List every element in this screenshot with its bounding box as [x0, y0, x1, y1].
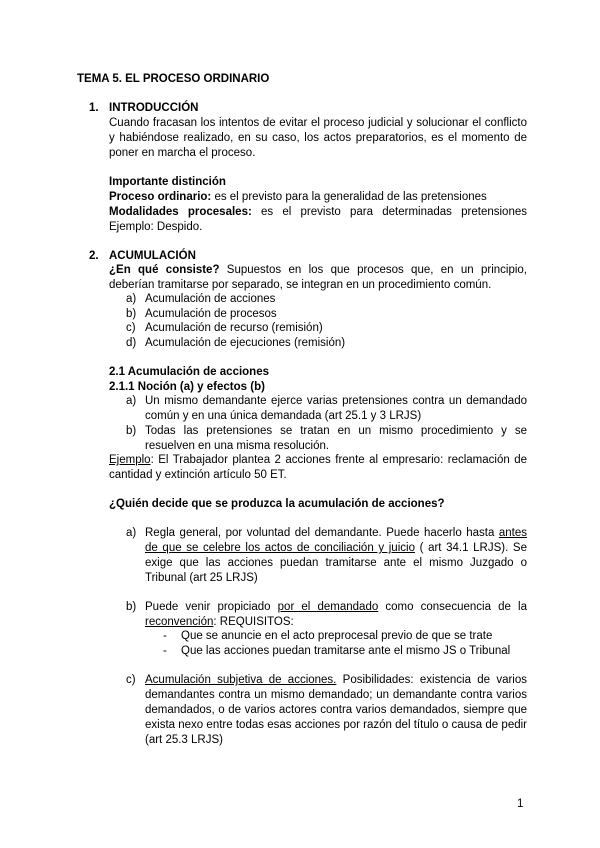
rule-b-mid: como consecuencia de la	[378, 601, 527, 613]
list-item-marker: d)	[126, 337, 137, 349]
item-b-text: Todas las pretensiones se tratan en un mismo procedimiento y se resuelven en una misma resolución.	[145, 425, 527, 452]
rule-b-marker: b)	[126, 601, 137, 613]
list-item-marker: a)	[126, 293, 137, 305]
example-paragraph	[109, 453, 527, 483]
rule-a-marker: a)	[126, 527, 137, 539]
rule-b-post: : REQUISITOS:	[213, 616, 294, 628]
rule-b-underlined-1: por el demandado	[277, 601, 379, 613]
page-number: 1	[517, 798, 524, 810]
dash-bullet: -	[163, 630, 167, 642]
rule-c-text	[145, 673, 527, 748]
requirement-item: Que se anuncie en el acto preprocesal previo de que se trate	[181, 630, 493, 642]
who-decides-question: ¿Quién decide que se produzca la acumulación de acciones?	[109, 498, 445, 510]
modalidades-label: Modalidades procesales:	[109, 206, 252, 218]
section-1-heading: INTRODUCCIÓN	[109, 102, 199, 114]
rule-a-text	[145, 526, 527, 586]
subsection-2-1-heading: 2.1 Acumulación de acciones	[109, 366, 269, 378]
list-item-marker: c)	[126, 322, 136, 334]
rule-a-underlined: antes de que se celebre los actos de conciliación y juicio	[145, 527, 527, 554]
question-text: Supuestos en los que procesos que, en un principio, deberían tramitarse por separado, se integran en un procedimiento común.	[109, 264, 527, 291]
list-item: Acumulación de recurso (remisión)	[145, 322, 323, 334]
rule-c-underlined: Acumulación subjetiva de acciones.	[145, 674, 337, 686]
requirement-item: Que las acciones puedan tramitarse ante el mismo JS o Tribunal	[181, 645, 511, 657]
question-label: ¿En qué consiste?	[109, 264, 220, 276]
item-a-text: Un mismo demandante ejerce varias pretensiones contra un demandado común y en una única demandada (art 25.1 y 3 LRJS)	[145, 395, 527, 422]
list-item: Acumulación de acciones	[145, 293, 276, 305]
rule-a-post: ( art 34.1 LRJS). Se exige que las acciones puedan tramitarse ante el mismo Juzgado o Tribunal (art 25 LRJS)	[145, 542, 527, 584]
rule-b-underlined-2: reconvención	[145, 616, 214, 628]
list-item: Acumulación de ejecuciones (remisión)	[145, 337, 346, 349]
document-title: TEMA 5. EL PROCESO ORDINARIO	[77, 73, 270, 85]
ordinario-text: es el previsto para la generalidad de las pretensiones	[211, 191, 487, 203]
section-2-number: 2.	[89, 250, 99, 262]
list-item-marker: b)	[126, 308, 137, 320]
rule-a-pre: Regla general, por voluntad del demandante. Puede hacerlo hasta	[145, 527, 499, 539]
section-1-number: 1.	[89, 102, 99, 114]
item-marker: b)	[126, 425, 137, 437]
section-2-question	[109, 263, 527, 293]
ordinario-line	[109, 190, 487, 205]
rule-b-text	[145, 600, 527, 630]
rule-c-post: Posibilidades: existencia de varios demandantes contra un mismo demandado; un demandante contra varios demandados, o de varios actores contra varios demandados, siempre que exista nexo entre todas esas acciones por razón del título o causa de pedir (art 25.3 LRJS)	[145, 674, 527, 746]
list-item: Acumulación de procesos	[145, 308, 277, 320]
ordinario-label: Proceso ordinario:	[109, 191, 212, 203]
modalidades-text: es el previsto para determinadas pretensiones Ejemplo: Despido.	[109, 206, 527, 233]
example-label: Ejemplo	[109, 454, 151, 466]
subsection-2-1-1-heading: 2.1.1 Noción (a) y efectos (b)	[109, 381, 265, 393]
section-2-heading: ACUMULACIÓN	[109, 250, 196, 262]
distinction-heading: Importante distinción	[109, 176, 226, 188]
example-text: : El Trabajador plantea 2 acciones frente al empresario: reclamación de cantidad y extinción artículo 50 ET.	[109, 454, 527, 481]
modalidades-paragraph	[109, 205, 527, 235]
item-marker: a)	[126, 395, 137, 407]
rule-c-marker: c)	[126, 674, 136, 686]
rule-b-pre: Puede venir propiciado	[145, 601, 278, 613]
dash-bullet: -	[163, 645, 167, 657]
section-1-body: Cuando fracasan los intentos de evitar el proceso judicial y solucionar el conflicto y habiéndose realizado, en su caso, los actos preparatorios, es el momento de poner en marcha el proceso.	[109, 117, 527, 159]
